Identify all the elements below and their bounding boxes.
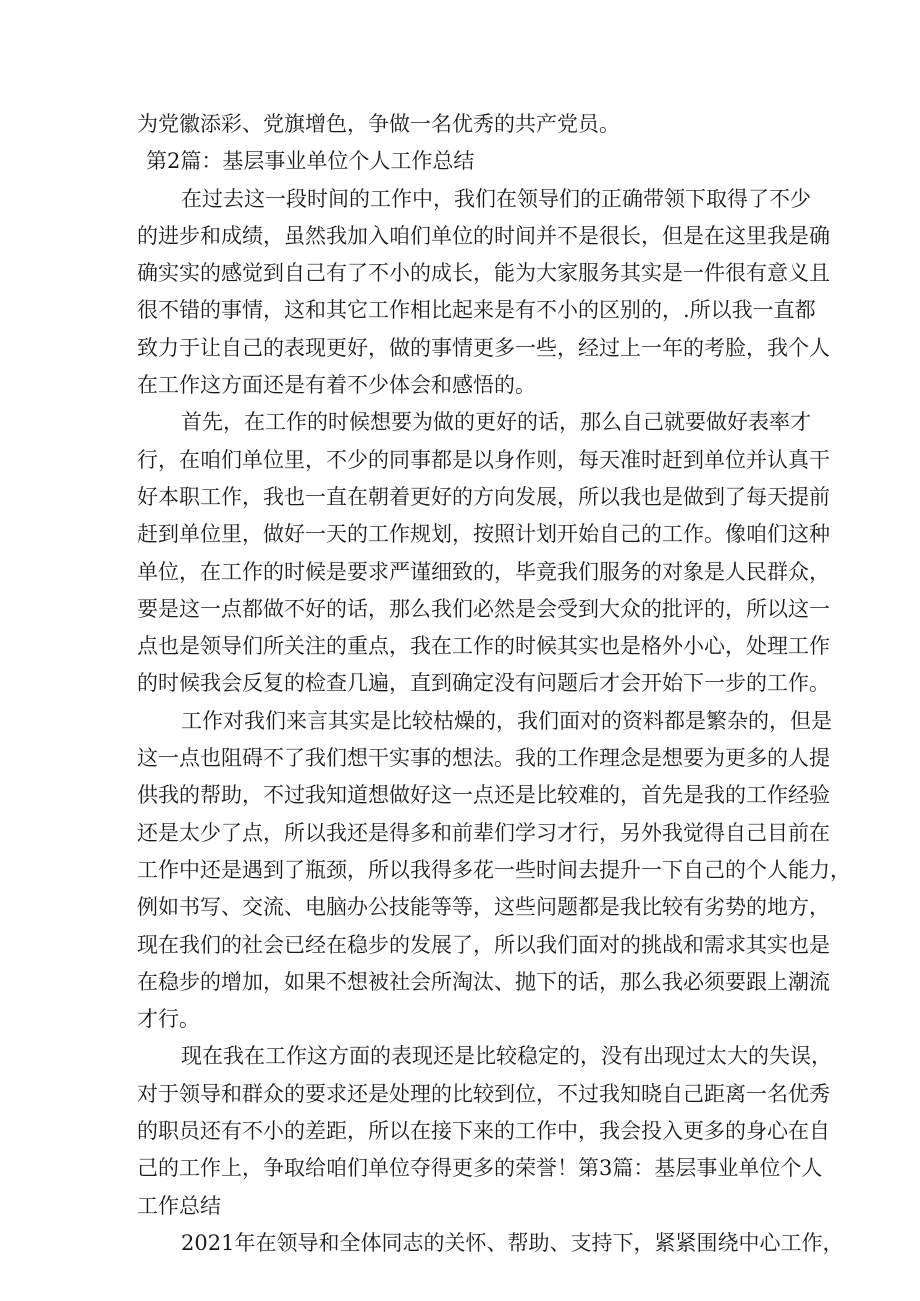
text-line: 很不错的事情，这和其它工作相比起来是有不小的区别的，.所以我一直都 xyxy=(137,298,816,323)
text-line: 在过去这一段时间的工作中，我们在领导们的正确带领下取得了不少 xyxy=(181,186,811,211)
text-line: 行，在咱们单位里，不少的同事都是以身作则，每天准时赶到单位并认真干 xyxy=(137,447,830,472)
text-line: 的职员还有不小的差距，所以在接下来的工作中，我会投入更多的身心在自 xyxy=(137,1119,830,1144)
text-line: 己的工作上，争取给咱们单位夺得更多的荣誉！第3篇：基层事业单位个人 xyxy=(137,1156,823,1181)
opening-line: 为党徽添彩、党旗增色，争做一名优秀的共产党员。 xyxy=(137,112,620,136)
document-page xyxy=(137,106,851,1262)
text-line: 好本职工作，我也一直在朝着更好的方向发展，所以我也是做到了每天提前 xyxy=(137,484,830,509)
text-line: 2021年在领导和全体同志的关怀、帮助、支持下，紧紧围绕中心工作， xyxy=(181,1230,844,1255)
text-line: 致力于让自己的表现更好，做的事情更多一些，经过上一年的考脸，我个人 xyxy=(137,335,830,360)
text-line: 例如书写、交流、电脑办公技能等等，这些问题都是我比较有劣势的地方， xyxy=(137,895,830,920)
text-line: 赶到单位里，做好一天的工作规划，按照计划开始自己的工作。像咱们这种 xyxy=(137,522,830,547)
paragraph-2 xyxy=(137,404,830,702)
text-line: 单位，在工作的时候是要求严谨细致的，毕竟我们服务的对象是人民群众， xyxy=(137,559,830,584)
text-line: 工作对我们来言其实是比较枯燥的，我们面对的资料都是繁杂的，但是 xyxy=(181,708,832,733)
paragraph-3 xyxy=(137,703,851,1039)
text-line: 供我的帮助，不过我知道想做好这一点还是比较难的，首先是我的工作经验 xyxy=(137,783,830,808)
text-line: 现在我们的社会已经在稳步的发展了，所以我们面对的挑战和需求其实也是 xyxy=(137,932,830,957)
section-heading-2: 第2篇：基层事业单位个人工作总结 xyxy=(146,149,475,174)
text-line: 工作总结 xyxy=(137,1193,221,1218)
paragraph-1 xyxy=(137,181,830,405)
text-line: 这一点也阻碍不了我们想干实事的想法。我的工作理念是想要为更多的人提 xyxy=(137,746,830,771)
text-line: 还是太少了点，所以我还是得多和前辈们学习才行，另外我觉得自己目前在 xyxy=(137,820,830,845)
text-line: 对于领导和群众的要求还是处理的比较到位，不过我知晓自己距离一名优秀 xyxy=(137,1081,830,1106)
text-line: 的时候我会反复的检查几遍，直到确定没有问题后才会开始下一步的工作。 xyxy=(137,671,830,696)
text-line: 确实实的感觉到自己有了不小的成长，能为大家服务其实是一件很有意义且 xyxy=(137,261,830,286)
text-line: 首先，在工作的时候想要为做的更好的话，那么自己就要做好表率才 xyxy=(181,410,811,435)
text-line: 要是这一点都做不好的话，那么我们必然是会受到大众的批评的，所以这一 xyxy=(137,596,830,621)
text-line: 工作中还是遇到了瓶颈，所以我得多花一些时间去提升一下自己的个人能力， xyxy=(137,857,851,882)
text-line: 在工作这方面还是有着不少体会和感悟的。 xyxy=(137,373,536,398)
paragraph-4 xyxy=(137,1038,832,1224)
text-line: 才行。 xyxy=(137,1007,200,1032)
text-line: 点也是领导们所关注的重点，我在工作的时候其实也是格外小心，处理工作 xyxy=(137,634,830,659)
text-line: 在稳步的增加，如果不想被社会所淘汰、抛下的话，那么我必须要跟上潮流 xyxy=(137,969,830,994)
paragraph-5 xyxy=(137,1225,844,1262)
text-line: 现在我在工作这方面的表现还是比较稳定的，没有出现过太大的失误， xyxy=(181,1044,832,1069)
text-line: 的进步和成绩，虽然我加入咱们单位的时间并不是很长，但是在这里我是确 xyxy=(137,223,830,248)
